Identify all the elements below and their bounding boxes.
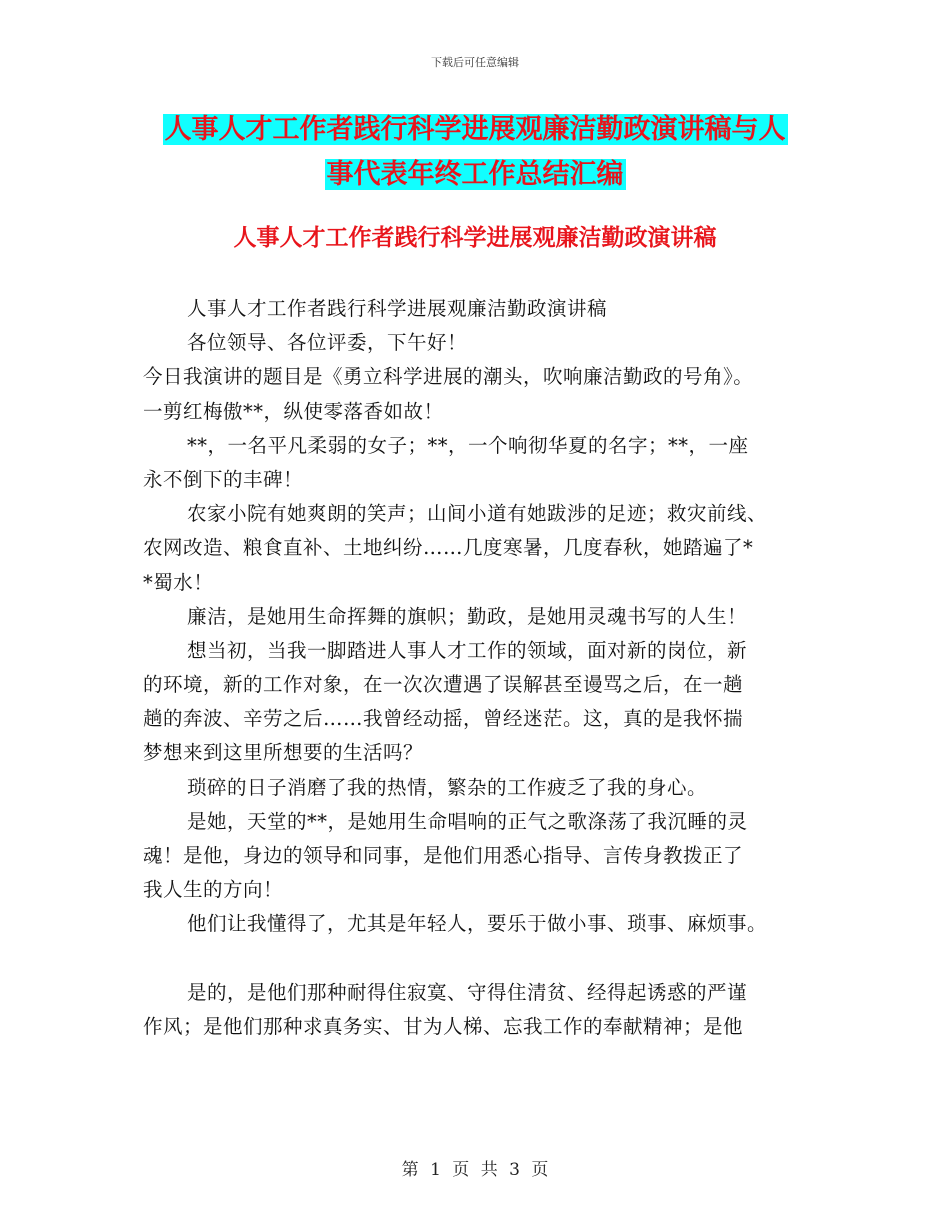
header-note: 下载后可任意编辑 [431, 56, 519, 69]
body-line: 一剪红梅傲**，纵使零落香如故！ [143, 399, 444, 423]
body-line: 农家小院有她爽朗的笑声；山间小道有她跋涉的足迹；救灾前线、 [187, 502, 768, 526]
title-highlight-1: 人事人才工作者践行科学进展观廉洁勤政演讲稿与人 [164, 114, 786, 145]
body-line: 的环境，新的工作对象，在一次次遭遇了误解甚至谩骂之后，在一趟 [143, 673, 744, 697]
body-line: 我人生的方向！ [143, 878, 284, 902]
body-line: 各位领导、各位评委，下午好！ [187, 331, 468, 355]
body-line: **，一名平凡柔弱的女子；**，一个响彻华夏的名字；**，一座 [187, 433, 749, 457]
body-line: 他们让我懂得了，尤其是年轻人，要乐于做小事、琐事、麻烦事。 [187, 912, 768, 936]
body-line: 梦想来到这里所想要的生活吗？ [143, 741, 424, 765]
document-title-line-1 [0, 110, 950, 150]
body-line: 趟的奔波、辛劳之后……我曾经动摇，曾经迷茫。这，真的是我怀揣 [143, 707, 744, 731]
body-line: 琐碎的日子消磨了我的热情，繁杂的工作疲乏了我的身心。 [187, 775, 708, 799]
page-number: 第 1 页 共 3 页 [401, 1160, 549, 1180]
body-line: 永不倒下的丰碑！ [143, 467, 304, 491]
title-highlight-2: 事代表年终工作总结汇编 [326, 159, 624, 190]
body-line: 是的，是他们那种耐得住寂寞、守得住清贫、经得起诱惑的严谨 [187, 980, 748, 1004]
body-text [143, 292, 813, 1044]
body-line: 魂！是他，身边的领导和同事，是他们用悉心指导、言传身教拨正了 [143, 844, 744, 867]
body-line: 廉洁，是她用生命挥舞的旗帜；勤政，是她用灵魂书写的人生！ [187, 604, 748, 628]
section-title: 人事人才工作者践行科学进展观廉洁勤政演讲稿 [233, 224, 717, 251]
document-title-line-2 [0, 155, 950, 195]
body-line: 是她，天堂的**，是她用生命唱响的正气之歌涤荡了我沉睡的灵 [187, 809, 748, 833]
body-line: 今日我演讲的题目是《勇立科学进展的潮头，吹响廉洁勤政的号角》。 [143, 365, 754, 389]
body-line: 农网改造、粮食直补、土地纠纷……几度寒暑，几度春秋，她踏遍了* [143, 536, 754, 560]
body-line: 作风；是他们那种求真务实、甘为人梯、忘我工作的奉献精神；是他 [143, 1014, 744, 1038]
body-line: 人事人才工作者践行科学进展观廉洁勤政演讲稿 [187, 297, 608, 320]
body-line: 想当初，当我一脚踏进人事人才工作的领域，面对新的岗位，新 [187, 638, 748, 662]
body-line: *蜀水！ [143, 570, 214, 594]
paragraph-gap [143, 942, 813, 976]
